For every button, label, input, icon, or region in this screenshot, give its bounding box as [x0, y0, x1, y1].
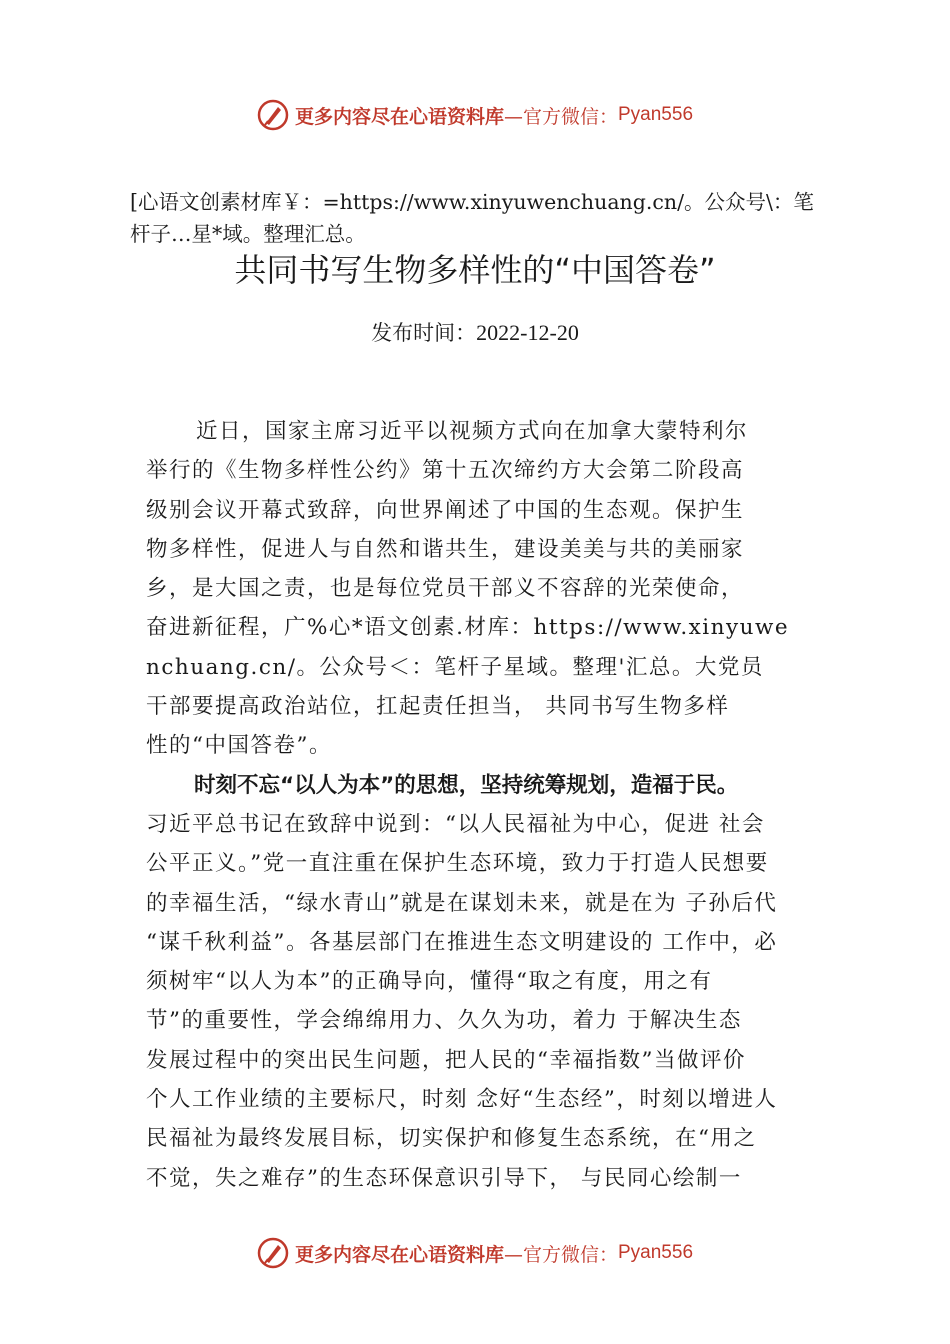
- body-line: 干部要提高政治站位，扛起责任担当， 共同书写生物多样: [146, 694, 730, 720]
- body-line: “谋千秋利益”。各基层部门在推进生态文明建设的 工作中，必: [146, 929, 778, 955]
- body-line: nchuang.cn/。公众号＜：笔杆子星域。整理'汇总。大党员: [146, 654, 764, 680]
- banner-text: 更多内容尽在心语资料库: [294, 1243, 504, 1266]
- body-line: 公平正义。”党一直注重在保护生态环境，致力于打造人民想要: [146, 851, 769, 877]
- banner-wechat-id: Pyan556: [618, 1242, 694, 1263]
- body-line: 举行的《生物多样性公约》第十五次缔约方大会第二阶段高: [146, 458, 745, 484]
- quill-logo-icon: [257, 99, 289, 131]
- section-heading: 时刻不忘“以人为本”的思想，坚持统筹规划，造福于民。: [194, 772, 739, 798]
- quill-logo-icon: [257, 1237, 289, 1269]
- body-line: 乡，是大国之责，也是每位党员干部义不容辞的光荣使命，: [146, 576, 745, 602]
- watermark-banner-bottom: [0, 1233, 950, 1273]
- publish-date: [0, 318, 950, 348]
- body-line: 物多样性，促进人与自然和谐共生，建设美美与共的美丽家: [146, 536, 745, 562]
- body-line: 个人工作业绩的主要标尺，时刻 念好“生态经”，时刻以增进人: [146, 1087, 778, 1113]
- body-line: 民福祉为最终发展目标，切实保护和修复生态系统，在“用之: [146, 1126, 757, 1152]
- banner-separator: —官方微信：: [503, 105, 618, 128]
- banner-text: 更多内容尽在心语资料库: [294, 105, 504, 128]
- body-line: 级别会议开幕式致辞，向世界阐述了中国的生态观。保护生: [146, 497, 745, 523]
- article-body: [146, 412, 840, 1198]
- watermark-banner-top: [0, 95, 950, 135]
- body-line: 不觉，失之难存”的生态环保意识引导下， 与民同心绘制一: [146, 1165, 742, 1191]
- publish-date-value: 2022-12-20: [476, 320, 579, 345]
- body-line: 发展过程中的突出民生问题，把人民的“幸福指数”当做评价: [146, 1047, 746, 1073]
- article-title: 共同书写生物多样性的“中国答卷”: [234, 251, 716, 289]
- body-line: 的幸福生活，“绿水青山”就是在谋划未来，就是在为 子孙后代: [146, 890, 778, 916]
- body-line: 须树牢“以人为本”的正确导向，懂得“取之有度，用之有: [146, 969, 713, 995]
- body-line: 近日，国家主席习近平以视频方式向在加拿大蒙特利尔: [196, 419, 749, 444]
- body-line: 奋进新征程，广%心*语文创素.材库：https://www.xinyuwe: [146, 615, 790, 641]
- banner-separator: —官方微信：: [503, 1243, 618, 1266]
- source-note: [心语文创素材库￥：=https://www.xinyuwenchuang.cn/。公众号\：笔杆子…星*域。整理汇总。: [130, 190, 814, 246]
- banner-wechat-id: Pyan556: [618, 104, 694, 125]
- body-line: 节”的重要性，学会绵绵用力、久久为功，着力 于解决生态: [146, 1008, 742, 1034]
- body-line: 习近平总书记在致辞中说到：“以人民福祉为中心，促进 社会: [146, 811, 765, 837]
- body-line: 性的“中国答卷”。: [146, 733, 332, 759]
- publish-date-label: 发布时间：: [371, 321, 477, 345]
